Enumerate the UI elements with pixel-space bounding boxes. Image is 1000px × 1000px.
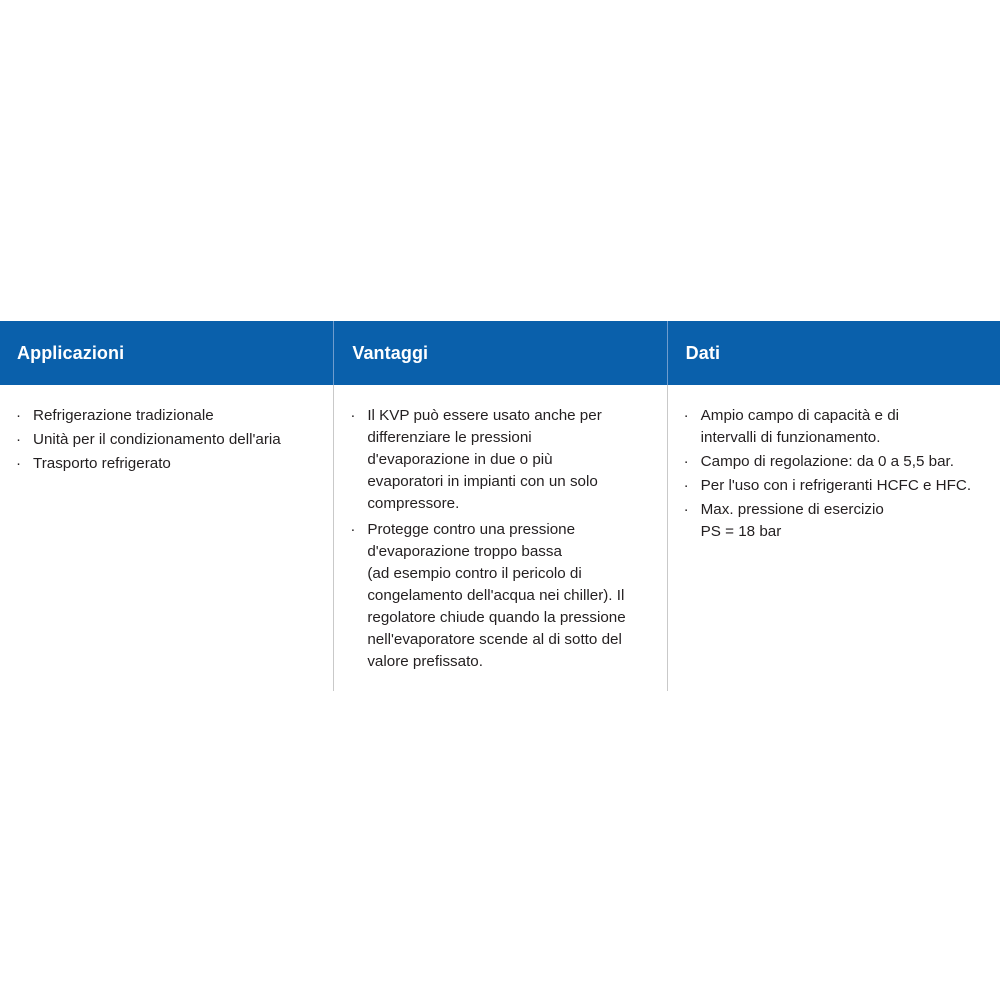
- list-item-text: Ampio campo di capacità e di intervalli di funzionamento.: [700, 407, 900, 446]
- bullet-list: [348, 405, 652, 673]
- bullet-icon: ·: [683, 477, 689, 494]
- bullet-icon: ·: [350, 521, 356, 538]
- column-header: [0, 321, 333, 385]
- column-title: Applicazioni: [17, 342, 125, 363]
- column-body: [668, 385, 1000, 677]
- list-item-text: Refrigerazione tradizionale: [33, 407, 214, 424]
- column-dati: [667, 321, 1000, 691]
- list-item-text: Trasporto refrigerato: [33, 455, 171, 472]
- bullet-list: [14, 405, 319, 475]
- column-body: [0, 385, 333, 677]
- column-applicazioni: [0, 321, 333, 691]
- column-header: [333, 321, 666, 385]
- column-header: [667, 321, 1000, 385]
- bullet-icon: ·: [683, 407, 689, 424]
- bullet-list: [682, 405, 986, 543]
- bullet-icon: ·: [16, 455, 22, 472]
- list-item-text: Protegge contro una pressione d'evaporazione troppo bassa (ad esempio contro il pericolo di congelamento dell'acqua nei chiller). Il regolatore chiude quando la pressione nell'evaporatore scende al di sotto del valore prefissato.: [367, 521, 626, 670]
- list-item: [14, 429, 319, 451]
- list-item-text: Il KVP può essere usato anche per differenziare le pressioni d'evaporazione in due o più evaporatori in impianti con un solo compressore.: [367, 407, 602, 512]
- list-item: [682, 475, 986, 497]
- bullet-icon: ·: [683, 453, 689, 470]
- column-vantaggi: [333, 321, 666, 691]
- list-item: [682, 451, 986, 473]
- list-item: [14, 453, 319, 475]
- bullet-icon: ·: [683, 501, 689, 518]
- bullet-icon: ·: [16, 407, 22, 424]
- bullet-icon: ·: [16, 431, 22, 448]
- column-body: [334, 385, 666, 691]
- list-item: [348, 405, 652, 515]
- list-item-text: Campo di regolazione: da 0 a 5,5 bar.: [700, 453, 954, 470]
- list-item: [682, 499, 986, 543]
- list-item-text: Unità per il condizionamento dell'aria: [33, 431, 281, 448]
- column-title: Vantaggi: [352, 342, 429, 363]
- list-item: [682, 405, 986, 449]
- bullet-icon: ·: [350, 407, 356, 424]
- features-table: [0, 321, 1000, 691]
- column-title: Dati: [685, 342, 721, 363]
- list-item-text: Per l'uso con i refrigeranti HCFC e HFC.: [700, 477, 972, 494]
- list-item-text: Max. pressione di esercizio PS = 18 bar: [700, 501, 884, 540]
- list-item: [14, 405, 319, 427]
- list-item: [348, 519, 652, 673]
